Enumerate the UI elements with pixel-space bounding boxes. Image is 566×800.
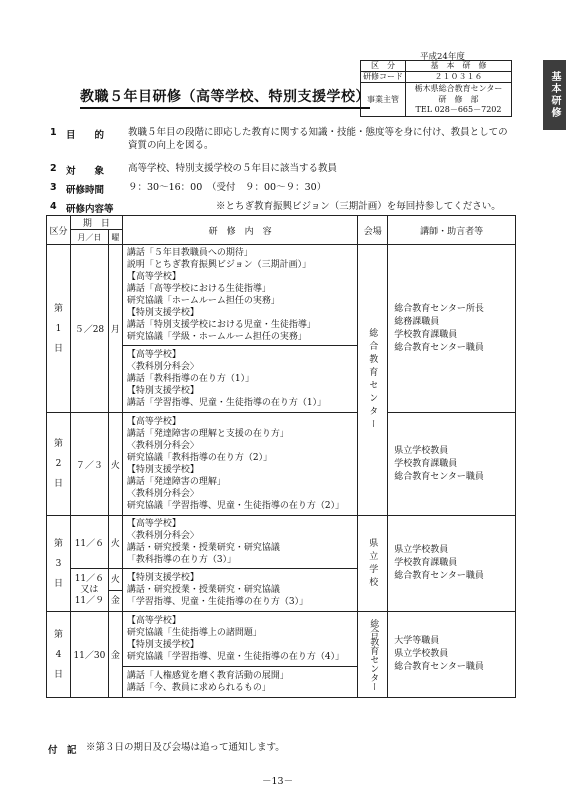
division-day4: 第 4 日 <box>47 612 71 698</box>
note-label: 付 記 <box>48 745 77 756</box>
header-venue: 会場 <box>358 216 388 245</box>
section-text-target: 高等学校、特別支援学校の５年目に該当する教員 <box>128 163 338 174</box>
division-day1: 第 1 日 <box>47 245 71 413</box>
info-value: ２１０３１６ <box>434 72 483 81</box>
info-key: 研修コード <box>361 72 406 82</box>
section-number: 3 <box>50 182 57 193</box>
section-number: 2 <box>50 163 57 174</box>
division-day2: 第 2 日 <box>47 413 71 516</box>
header-day: 曜 <box>108 230 122 245</box>
lecturers-day3 <box>388 516 516 612</box>
content-day4-b <box>122 667 357 698</box>
content-day3-a <box>122 516 357 569</box>
content-day2 <box>122 413 357 516</box>
info-row-code <box>361 72 511 83</box>
weekday-day1: 月 <box>108 245 122 413</box>
info-value: 栃木県総合教育センター 研 修 部 TEL 028－665－7202 <box>414 84 503 114</box>
venue-main <box>358 245 388 516</box>
info-box <box>360 60 512 117</box>
lecturers-text: 総合教育センター所長 総務課職員 学校教育課職員 総合教育センター職員 <box>394 303 484 353</box>
info-value: 基 本 研 修 <box>430 61 487 70</box>
content-day1-b <box>122 346 357 413</box>
section-number: 1 <box>50 127 57 138</box>
content-text: 【特別支援学校】 講話・研究授業・授業研究・研究協議 「学習指導、児童・生徒指導の在り方（3）」 <box>126 573 309 607</box>
page-title: 教職５年目研修（高等学校、特別支援学校） <box>80 86 370 109</box>
header-date: 月／日 <box>70 230 108 245</box>
schedule-table <box>46 215 516 698</box>
info-row-category <box>361 61 511 72</box>
lecturers-day2 <box>388 413 516 516</box>
lecturers-text: 大学等職員 県立学校教員 総合教育センター職員 <box>394 636 484 672</box>
header-lecturers: 講師・助言者等 <box>388 216 516 245</box>
fiscal-year: 平成24年度 <box>420 52 465 62</box>
lecturers-day1 <box>388 245 516 413</box>
venue-text: 総合教育センター <box>368 618 379 691</box>
date-day2: ７／３ <box>70 413 108 516</box>
content-day4-a <box>122 612 357 667</box>
weekday-day2: 火 <box>108 413 122 516</box>
info-key: 区 分 <box>361 61 406 71</box>
header-division: 区分 <box>47 216 71 245</box>
date-day1: ５／28 <box>70 245 108 413</box>
weekday-day3-b2: 金 <box>110 595 120 606</box>
content-day1-a <box>122 245 357 346</box>
venue-text: 県立学校 <box>367 537 378 590</box>
lecturers-day4 <box>388 612 516 698</box>
date-day4: 11／30 <box>70 612 108 698</box>
content-day3-b <box>122 569 357 612</box>
info-key: 事業主管 <box>361 83 406 116</box>
lecturers-text: 県立学校教員 学校教育課職員 総合教育センター職員 <box>394 445 484 482</box>
venue-day3 <box>358 516 388 612</box>
content-text: 【高等学校】 講話「発達障害の理解と支援の在り方」 〈教科別分科会〉 研究協議「教科指導の在り方（2）」 【特別支援学校】 講話「発達障害の理解」 〈教科別分科会〉 研究協議「学習指導、児童・生徒指導の在り方（2）」 <box>126 417 345 511</box>
section-text-purpose: 教職５年目の段階に即応した教育に関する知識・技能・態度等を身に付け、教員としての資質の向上を図る。 <box>128 127 508 151</box>
weekday-day4: 金 <box>108 612 122 698</box>
section-number: 4 <box>50 201 57 212</box>
section-label: 研修内容等 <box>66 204 114 215</box>
section-label: 目 的 <box>66 130 105 141</box>
section-label: 対 象 <box>66 166 105 177</box>
date-day3-a: 11／６ <box>70 516 108 569</box>
lecturers-text: 県立学校教員 学校教育課職員 総合教育センター職員 <box>394 545 484 581</box>
venue-day4 <box>358 612 388 698</box>
header-content: 研 修 内 容 <box>122 216 357 245</box>
weekday-day3-a: 火 <box>108 516 122 569</box>
venue-text: 総合教育センター <box>367 328 378 432</box>
content-text: 【高等学校】 研究協議「生徒指導上の諸問題」 【特別支援学校】 研究協議「学習指導、児童・生徒指導の在り方（4）」 <box>126 616 345 662</box>
content-text: 【高等学校】 〈教科別分科会〉 講話「教科指導の在り方（1）」 【特別支援学校】 講話「学習指導、児童・生徒指導の在り方（1）」 <box>126 350 327 408</box>
side-tab: 基本研修 <box>543 60 566 130</box>
note-text: ※第３日の期日及び会場は追って通知します。 <box>86 742 285 753</box>
header-date-group: 期 日 <box>70 216 122 230</box>
section-label: 研修時間 <box>66 185 105 196</box>
content-text: 【高等学校】 〈教科別分科会〉 講話・研究授業・授業研究・研究協議 「教科指導の在り方（3）」 <box>126 519 280 565</box>
date-day3-b: 11／６ 又は 11／９ <box>70 569 108 612</box>
division-day3: 第 3 日 <box>47 516 71 612</box>
weekday-day3-b <box>108 569 122 612</box>
info-row-organizer <box>361 83 511 116</box>
weekday-day3-b1: 火 <box>109 570 122 591</box>
content-text: 講話「人権感覚を磨く教育活動の展開」 講話「今、教員に求められるもの」 <box>126 671 289 693</box>
section-text-contents: ※とちぎ教育振興ビジョン（三期計画）を毎回持参してください。 <box>216 201 501 212</box>
page-number: －13－ <box>262 776 294 787</box>
section-text-time: ９：30～16：00 （受付 ９：00～９：30） <box>128 182 327 193</box>
content-text: 講話「５年目教職員への期待」 説明「とちぎ教育振興ビジョン（三期計画）」 【高等学校】 講話「高等学校における生徒指導」 研究協議「ホームルーム担任の実務」 【特別支援学校】 講話「特別支援学校における児童・生徒指導」 研究協議「学級・ホームルーム担任の実務」 <box>126 248 316 342</box>
